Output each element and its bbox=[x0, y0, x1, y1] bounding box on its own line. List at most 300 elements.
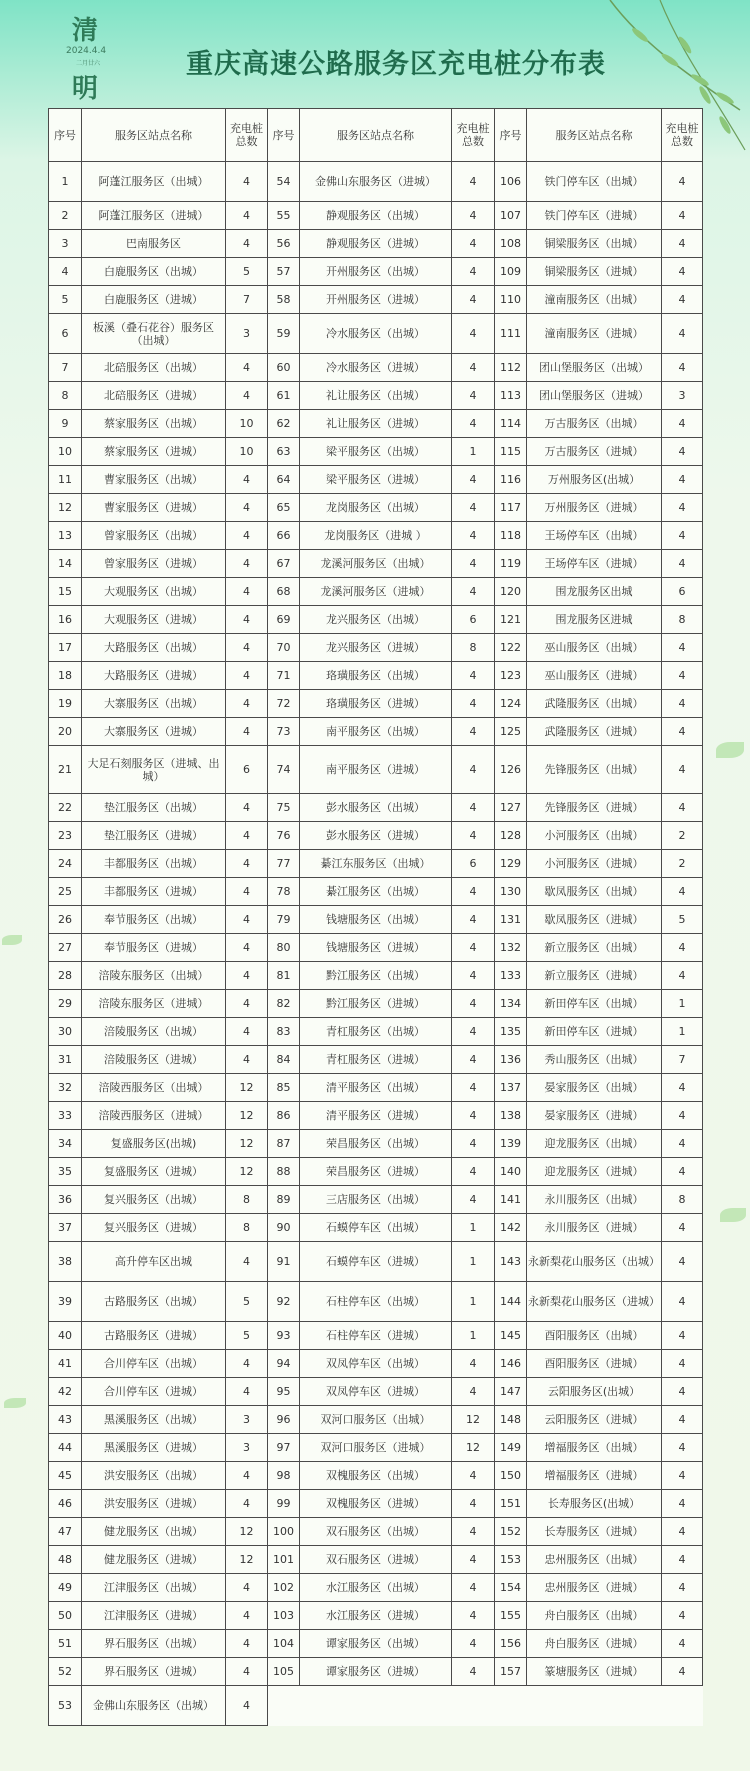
cell-no: 154 bbox=[495, 1574, 527, 1602]
cell-name: 舟白服务区（进城） bbox=[527, 1630, 662, 1658]
cell-name: 大观服务区（出城） bbox=[82, 578, 226, 606]
cell-name: 新立服务区（出城） bbox=[527, 934, 662, 962]
cell-name: 石蟆停车区（出城） bbox=[300, 1214, 452, 1242]
cell-count: 10 bbox=[226, 438, 268, 466]
cell-name: 曾家服务区（进城） bbox=[82, 550, 226, 578]
cell-count: 5 bbox=[226, 1282, 268, 1322]
cell-no: 81 bbox=[268, 962, 300, 990]
cell-no: 60 bbox=[268, 354, 300, 382]
cell-name: 界石服务区（进城） bbox=[82, 1658, 226, 1686]
table-row bbox=[49, 522, 703, 550]
cell-no: 67 bbox=[268, 550, 300, 578]
cell-name: 永新梨花山服务区（出城） bbox=[527, 1242, 662, 1282]
cell-count: 5 bbox=[226, 1322, 268, 1350]
cell-no: 28 bbox=[49, 962, 82, 990]
cell-name: 洪安服务区（进城） bbox=[82, 1490, 226, 1518]
cell-name: 金佛山东服务区（出城） bbox=[82, 1686, 226, 1726]
cell-count: 4 bbox=[226, 850, 268, 878]
cell-name: 铜梁服务区（出城） bbox=[527, 230, 662, 258]
cell-no: 47 bbox=[49, 1518, 82, 1546]
cell-no: 128 bbox=[495, 822, 527, 850]
cell-name: 水江服务区（进城） bbox=[300, 1602, 452, 1630]
cell-count: 4 bbox=[226, 1046, 268, 1074]
cell-count: 4 bbox=[662, 962, 703, 990]
cell-name: 梁平服务区（出城） bbox=[300, 438, 452, 466]
cell-count: 4 bbox=[452, 258, 495, 286]
table-row bbox=[49, 578, 703, 606]
cell-no: 145 bbox=[495, 1322, 527, 1350]
cell-name: 阿蓬江服务区（进城） bbox=[82, 202, 226, 230]
cell-count: 4 bbox=[662, 1518, 703, 1546]
header-count: 充电桩总数 bbox=[662, 109, 703, 162]
cell-count: 4 bbox=[662, 1130, 703, 1158]
cell-no: 117 bbox=[495, 494, 527, 522]
cell-no: 22 bbox=[49, 794, 82, 822]
cell-count: 4 bbox=[662, 1546, 703, 1574]
cell-no: 66 bbox=[268, 522, 300, 550]
cell-name: 迎龙服务区（出城） bbox=[527, 1130, 662, 1158]
cell-count: 4 bbox=[452, 410, 495, 438]
cell-name: 万州服务区(出城） bbox=[527, 466, 662, 494]
cell-no: 142 bbox=[495, 1214, 527, 1242]
cell-count: 4 bbox=[226, 1574, 268, 1602]
cell-no: 122 bbox=[495, 634, 527, 662]
cell-count: 1 bbox=[452, 438, 495, 466]
cell-no: 153 bbox=[495, 1546, 527, 1574]
cell-name: 歇凤服务区（进城） bbox=[527, 906, 662, 934]
table-row bbox=[49, 606, 703, 634]
cell-no: 157 bbox=[495, 1658, 527, 1686]
cell-no: 126 bbox=[495, 746, 527, 794]
cell-count: 4 bbox=[662, 1214, 703, 1242]
cell-no: 107 bbox=[495, 202, 527, 230]
cell-no: 33 bbox=[49, 1102, 82, 1130]
cell-name: 小河服务区（出城） bbox=[527, 822, 662, 850]
header-no: 序号 bbox=[268, 109, 300, 162]
cell-count: 4 bbox=[662, 1574, 703, 1602]
cell-name: 长寿服务区（进城） bbox=[527, 1518, 662, 1546]
cell-no: 141 bbox=[495, 1186, 527, 1214]
cell-name: 白鹿服务区（进城） bbox=[82, 286, 226, 314]
cell-no: 143 bbox=[495, 1242, 527, 1282]
cell-no: 77 bbox=[268, 850, 300, 878]
cell-no: 23 bbox=[49, 822, 82, 850]
cell-count: 4 bbox=[452, 746, 495, 794]
cell-name: 永川服务区（进城） bbox=[527, 1214, 662, 1242]
cell-no: 105 bbox=[268, 1658, 300, 1686]
cell-no: 42 bbox=[49, 1378, 82, 1406]
cell-name: 龙溪河服务区（进城） bbox=[300, 578, 452, 606]
cell-count: 4 bbox=[662, 354, 703, 382]
cell-no: 11 bbox=[49, 466, 82, 494]
table-row bbox=[49, 382, 703, 410]
cell-no: 5 bbox=[49, 286, 82, 314]
cell-count: 8 bbox=[226, 1186, 268, 1214]
cell-name: 大路服务区（进城） bbox=[82, 662, 226, 690]
cell-name: 黑溪服务区（出城） bbox=[82, 1406, 226, 1434]
cell-no: 139 bbox=[495, 1130, 527, 1158]
table-row bbox=[49, 1102, 703, 1130]
cell-no: 39 bbox=[49, 1282, 82, 1322]
header-count: 充电桩总数 bbox=[226, 109, 268, 162]
cell-name: 合川停车区（出城） bbox=[82, 1350, 226, 1378]
cell-name: 新田停车区（进城） bbox=[527, 1018, 662, 1046]
cell-no: 41 bbox=[49, 1350, 82, 1378]
header-name: 服务区站点名称 bbox=[527, 109, 662, 162]
cell-name: 铁门停车区（出城） bbox=[527, 162, 662, 202]
cell-no: 146 bbox=[495, 1350, 527, 1378]
cell-count: 2 bbox=[662, 822, 703, 850]
cell-no: 118 bbox=[495, 522, 527, 550]
cell-no: 79 bbox=[268, 906, 300, 934]
cell-name: 龙溪河服务区（出城） bbox=[300, 550, 452, 578]
cell-no: 102 bbox=[268, 1574, 300, 1602]
cell-name: 丰都服务区（出城） bbox=[82, 850, 226, 878]
cell-name: 万州服务区（进城） bbox=[527, 494, 662, 522]
cell-name: 巫山服务区（进城） bbox=[527, 662, 662, 690]
cell-count: 4 bbox=[452, 878, 495, 906]
table-row bbox=[49, 1186, 703, 1214]
table-row bbox=[49, 962, 703, 990]
cell-count: 4 bbox=[662, 494, 703, 522]
table-header-row bbox=[49, 109, 703, 162]
cell-no: 9 bbox=[49, 410, 82, 438]
cell-no: 109 bbox=[495, 258, 527, 286]
cell-name: 清平服务区（出城） bbox=[300, 1074, 452, 1102]
cell-no: 129 bbox=[495, 850, 527, 878]
cell-name: 静观服务区（进城） bbox=[300, 230, 452, 258]
cell-name: 谭家服务区（出城） bbox=[300, 1630, 452, 1658]
cell-count: 4 bbox=[452, 1574, 495, 1602]
lunar-date-label: 二月廿六 bbox=[76, 60, 101, 67]
cell-no: 74 bbox=[268, 746, 300, 794]
cell-name: 新立服务区（进城） bbox=[527, 962, 662, 990]
cell-count: 4 bbox=[226, 494, 268, 522]
cell-no: 59 bbox=[268, 314, 300, 354]
cell-no: 144 bbox=[495, 1282, 527, 1322]
cell-no: 82 bbox=[268, 990, 300, 1018]
cell-count: 5 bbox=[662, 906, 703, 934]
cell-count: 6 bbox=[452, 606, 495, 634]
cell-count: 8 bbox=[662, 606, 703, 634]
table-row bbox=[49, 1546, 703, 1574]
cell-count: 4 bbox=[662, 1490, 703, 1518]
cell-name: 大路服务区（出城） bbox=[82, 634, 226, 662]
cell-count: 4 bbox=[452, 1074, 495, 1102]
cell-name: 黔江服务区（出城） bbox=[300, 962, 452, 990]
leaf-decoration bbox=[720, 1208, 746, 1222]
cell-count: 4 bbox=[662, 466, 703, 494]
cell-name: 复盛服务区(出城) bbox=[82, 1130, 226, 1158]
cell-name: 万古服务区（出城） bbox=[527, 410, 662, 438]
cell-name: 北碚服务区（进城） bbox=[82, 382, 226, 410]
cell-name: 綦江服务区（出城） bbox=[300, 878, 452, 906]
leaf-decoration bbox=[2, 935, 22, 945]
cell-count: 4 bbox=[662, 1322, 703, 1350]
cell-count: 4 bbox=[226, 1350, 268, 1378]
cell-no: 14 bbox=[49, 550, 82, 578]
cell-count: 1 bbox=[452, 1242, 495, 1282]
cell-count: 4 bbox=[452, 494, 495, 522]
cell-count: 4 bbox=[226, 354, 268, 382]
cell-name: 围龙服务区进城 bbox=[527, 606, 662, 634]
cell-count: 4 bbox=[226, 718, 268, 746]
cell-count: 12 bbox=[226, 1130, 268, 1158]
cell-name: 钱塘服务区（进城） bbox=[300, 934, 452, 962]
cell-count: 4 bbox=[226, 202, 268, 230]
cell-no: 52 bbox=[49, 1658, 82, 1686]
cell-name: 潼南服务区（出城） bbox=[527, 286, 662, 314]
cell-no: 73 bbox=[268, 718, 300, 746]
cell-no: 3 bbox=[49, 230, 82, 258]
cell-no: 115 bbox=[495, 438, 527, 466]
cell-count: 6 bbox=[226, 746, 268, 794]
cell-name: 万古服务区（进城） bbox=[527, 438, 662, 466]
table-row bbox=[49, 286, 703, 314]
cell-name: 冷水服务区（出城） bbox=[300, 314, 452, 354]
cell-name: 石柱停车区（出城） bbox=[300, 1282, 452, 1322]
cell-count: 4 bbox=[662, 1658, 703, 1686]
cell-name: 双凤停车区（进城） bbox=[300, 1378, 452, 1406]
cell-count: 8 bbox=[226, 1214, 268, 1242]
cell-name: 曾家服务区（出城） bbox=[82, 522, 226, 550]
cell-name: 曹家服务区（进城） bbox=[82, 494, 226, 522]
cell-count: 4 bbox=[452, 718, 495, 746]
cell-name: 忠州服务区（进城） bbox=[527, 1574, 662, 1602]
cell-count: 4 bbox=[662, 410, 703, 438]
cell-no: 51 bbox=[49, 1630, 82, 1658]
cell-count: 4 bbox=[226, 1658, 268, 1686]
cell-no: 65 bbox=[268, 494, 300, 522]
cell-no: 27 bbox=[49, 934, 82, 962]
cell-count: 4 bbox=[662, 202, 703, 230]
cell-count: 4 bbox=[452, 162, 495, 202]
charging-table-wrapper bbox=[48, 108, 702, 1726]
cell-no: 24 bbox=[49, 850, 82, 878]
date-label: 2024.4.4 bbox=[66, 46, 107, 56]
cell-count: 4 bbox=[662, 1102, 703, 1130]
table-row bbox=[49, 1322, 703, 1350]
cell-name: 晏家服务区（进城） bbox=[527, 1102, 662, 1130]
cell-name: 云阳服务区（进城） bbox=[527, 1406, 662, 1434]
cell-no: 108 bbox=[495, 230, 527, 258]
cell-no: 106 bbox=[495, 162, 527, 202]
cell-count: 4 bbox=[452, 822, 495, 850]
cell-no: 86 bbox=[268, 1102, 300, 1130]
cell-count: 4 bbox=[452, 286, 495, 314]
cell-count: 4 bbox=[452, 1490, 495, 1518]
cell-count: 4 bbox=[226, 1686, 268, 1726]
table-row bbox=[49, 258, 703, 286]
cell-no: 68 bbox=[268, 578, 300, 606]
cell-name: 古路服务区（出城） bbox=[82, 1282, 226, 1322]
table-row bbox=[49, 1434, 703, 1462]
empty-cell bbox=[495, 1686, 703, 1726]
cell-name: 龙兴服务区（出城） bbox=[300, 606, 452, 634]
cell-no: 50 bbox=[49, 1602, 82, 1630]
cell-no: 100 bbox=[268, 1518, 300, 1546]
cell-name: 珞璜服务区（出城） bbox=[300, 662, 452, 690]
cell-count: 4 bbox=[226, 962, 268, 990]
cell-no: 53 bbox=[49, 1686, 82, 1726]
cell-no: 111 bbox=[495, 314, 527, 354]
cell-no: 156 bbox=[495, 1630, 527, 1658]
cell-name: 巫山服务区（出城） bbox=[527, 634, 662, 662]
cell-name: 双槐服务区（出城） bbox=[300, 1462, 452, 1490]
cell-no: 16 bbox=[49, 606, 82, 634]
cell-name: 秀山服务区（出城） bbox=[527, 1046, 662, 1074]
cell-count: 4 bbox=[226, 162, 268, 202]
cell-count: 4 bbox=[662, 1462, 703, 1490]
cell-name: 健龙服务区（出城） bbox=[82, 1518, 226, 1546]
cell-no: 12 bbox=[49, 494, 82, 522]
table-row bbox=[49, 494, 703, 522]
cell-name: 大寨服务区（出城） bbox=[82, 690, 226, 718]
cell-name: 涪陵服务区（出城） bbox=[82, 1018, 226, 1046]
cell-count: 4 bbox=[662, 162, 703, 202]
cell-name: 涪陵东服务区（出城） bbox=[82, 962, 226, 990]
cell-no: 114 bbox=[495, 410, 527, 438]
cell-name: 复兴服务区（进城） bbox=[82, 1214, 226, 1242]
cell-no: 34 bbox=[49, 1130, 82, 1158]
cell-no: 148 bbox=[495, 1406, 527, 1434]
cell-name: 清平服务区（进城） bbox=[300, 1102, 452, 1130]
cell-no: 17 bbox=[49, 634, 82, 662]
table-row bbox=[49, 850, 703, 878]
cell-count: 12 bbox=[226, 1074, 268, 1102]
cell-no: 56 bbox=[268, 230, 300, 258]
cell-count: 4 bbox=[662, 1242, 703, 1282]
cell-count: 4 bbox=[226, 934, 268, 962]
header-count: 充电桩总数 bbox=[452, 109, 495, 162]
cell-no: 119 bbox=[495, 550, 527, 578]
cell-count: 12 bbox=[452, 1434, 495, 1462]
cell-no: 90 bbox=[268, 1214, 300, 1242]
table-row bbox=[49, 162, 703, 202]
cell-name: 大足石刻服务区（进城、出城） bbox=[82, 746, 226, 794]
cell-name: 复盛服务区（进城） bbox=[82, 1158, 226, 1186]
cell-no: 89 bbox=[268, 1186, 300, 1214]
cell-no: 32 bbox=[49, 1074, 82, 1102]
cell-no: 37 bbox=[49, 1214, 82, 1242]
cell-no: 155 bbox=[495, 1602, 527, 1630]
cell-count: 12 bbox=[452, 1406, 495, 1434]
cell-no: 6 bbox=[49, 314, 82, 354]
table-row bbox=[49, 354, 703, 382]
cell-count: 4 bbox=[226, 550, 268, 578]
cell-count: 4 bbox=[662, 934, 703, 962]
cell-count: 4 bbox=[226, 634, 268, 662]
cell-name: 酉阳服务区（进城） bbox=[527, 1350, 662, 1378]
cell-name: 涪陵服务区（进城） bbox=[82, 1046, 226, 1074]
cell-no: 25 bbox=[49, 878, 82, 906]
cell-count: 4 bbox=[662, 230, 703, 258]
cell-name: 先锋服务区（出城） bbox=[527, 746, 662, 794]
cell-name: 涪陵西服务区（进城） bbox=[82, 1102, 226, 1130]
cell-no: 36 bbox=[49, 1186, 82, 1214]
cell-name: 增福服务区（出城） bbox=[527, 1434, 662, 1462]
cell-count: 4 bbox=[662, 794, 703, 822]
cell-count: 4 bbox=[662, 1378, 703, 1406]
table-body bbox=[49, 162, 703, 1726]
cell-name: 丰都服务区（进城） bbox=[82, 878, 226, 906]
table-row bbox=[49, 1602, 703, 1630]
cell-count: 1 bbox=[452, 1322, 495, 1350]
cell-count: 4 bbox=[452, 906, 495, 934]
cell-name: 新田停车区（出城） bbox=[527, 990, 662, 1018]
cell-no: 57 bbox=[268, 258, 300, 286]
cell-name: 板溪（叠石花谷）服务区（出城） bbox=[82, 314, 226, 354]
table-row bbox=[49, 202, 703, 230]
cell-count: 4 bbox=[452, 1350, 495, 1378]
cell-name: 冷水服务区（进城） bbox=[300, 354, 452, 382]
cell-count: 4 bbox=[662, 522, 703, 550]
qingming-char-1: 清 bbox=[72, 16, 99, 46]
cell-no: 147 bbox=[495, 1378, 527, 1406]
cell-count: 4 bbox=[452, 794, 495, 822]
cell-no: 4 bbox=[49, 258, 82, 286]
cell-count: 4 bbox=[452, 230, 495, 258]
cell-no: 19 bbox=[49, 690, 82, 718]
cell-count: 4 bbox=[662, 690, 703, 718]
cell-count: 4 bbox=[226, 522, 268, 550]
cell-no: 130 bbox=[495, 878, 527, 906]
cell-name: 巴南服务区 bbox=[82, 230, 226, 258]
cell-name: 静观服务区（出城） bbox=[300, 202, 452, 230]
cell-count: 10 bbox=[226, 410, 268, 438]
table-row bbox=[49, 466, 703, 494]
cell-no: 61 bbox=[268, 382, 300, 410]
cell-name: 江津服务区（进城） bbox=[82, 1602, 226, 1630]
cell-count: 1 bbox=[452, 1282, 495, 1322]
cell-name: 奉节服务区（出城） bbox=[82, 906, 226, 934]
leaf-decoration bbox=[716, 742, 744, 758]
table-row bbox=[49, 934, 703, 962]
cell-no: 18 bbox=[49, 662, 82, 690]
cell-count: 4 bbox=[662, 718, 703, 746]
cell-no: 72 bbox=[268, 690, 300, 718]
cell-name: 龙岗服务区（出城） bbox=[300, 494, 452, 522]
cell-no: 88 bbox=[268, 1158, 300, 1186]
cell-no: 10 bbox=[49, 438, 82, 466]
cell-count: 4 bbox=[226, 382, 268, 410]
cell-name: 綦江东服务区（出城） bbox=[300, 850, 452, 878]
cell-count: 4 bbox=[662, 258, 703, 286]
cell-name: 大寨服务区（进城） bbox=[82, 718, 226, 746]
leaf-decoration bbox=[4, 1398, 26, 1408]
cell-count: 4 bbox=[226, 466, 268, 494]
cell-name: 舟白服务区（出城） bbox=[527, 1602, 662, 1630]
cell-no: 135 bbox=[495, 1018, 527, 1046]
cell-no: 29 bbox=[49, 990, 82, 1018]
cell-name: 北碚服务区（出城） bbox=[82, 354, 226, 382]
cell-no: 13 bbox=[49, 522, 82, 550]
cell-count: 4 bbox=[452, 934, 495, 962]
cell-name: 金佛山东服务区（进城） bbox=[300, 162, 452, 202]
table-row bbox=[49, 314, 703, 354]
cell-count: 4 bbox=[452, 990, 495, 1018]
cell-name: 南平服务区（出城） bbox=[300, 718, 452, 746]
cell-name: 钱塘服务区（出城） bbox=[300, 906, 452, 934]
cell-name: 江津服务区（出城） bbox=[82, 1574, 226, 1602]
cell-count: 4 bbox=[662, 1602, 703, 1630]
cell-name: 三店服务区（出城） bbox=[300, 1186, 452, 1214]
cell-name: 阿蓬江服务区（出城） bbox=[82, 162, 226, 202]
cell-count: 4 bbox=[226, 1462, 268, 1490]
cell-count: 12 bbox=[226, 1102, 268, 1130]
cell-no: 84 bbox=[268, 1046, 300, 1074]
cell-count: 1 bbox=[662, 1018, 703, 1046]
